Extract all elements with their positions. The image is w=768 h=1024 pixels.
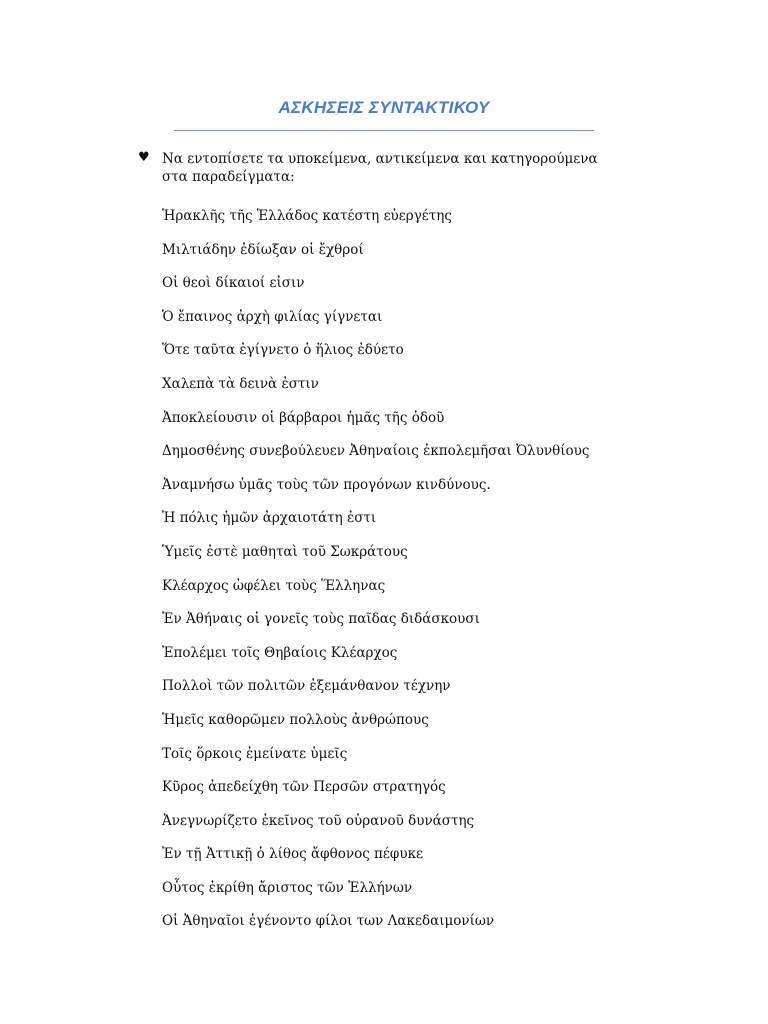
- sentence-item: Ἐν Ἀθήναις οἱ γονεῖς τοὺς παῖδας διδάσκουσι: [162, 611, 480, 628]
- sentence-item: Οἱ θεοὶ δίκαιοί εἰσιν: [162, 275, 305, 292]
- sentence-item: Μιλτιάδην ἐδίωξαν οἱ ἔχθροί: [162, 241, 364, 258]
- sentence-item: Οἱ Ἀθηναῖοι ἐγένοντο φίλοι των Λακεδαιμονίων: [162, 913, 495, 930]
- sentence-item: Δημοσθένης συνεβούλευεν Ἀθηναίοις ἐκπολεμῆσαι Ὀλυνθίους: [162, 443, 590, 460]
- sentence-item: Ἡμεῖς καθορῶμεν πολλοὺς ἀνθρώπους: [162, 711, 429, 728]
- sentence-item: Ἡ πόλις ἡμῶν ἀρχαιοτάτη ἐστι: [162, 510, 377, 527]
- sentence-item: Κλέαρχος ὠφέλει τοὺς Ἕλληνας: [162, 577, 386, 594]
- sentence-item: Οὗτος ἐκρίθη ἄριστος τῶν Ἑλλήνων: [162, 879, 413, 896]
- sentence-item: Ἀναμνήσω ὑμᾶς τοὺς τῶν προγόνων κινδύνους.: [162, 476, 491, 493]
- sentence-item: Ἡρακλῆς τῆς Ἑλλάδος κατέστη εὐεργέτης: [162, 208, 452, 224]
- sentence-item: Ὑμεῖς ἐστὲ μαθηταὶ τοῦ Σωκράτους: [162, 543, 408, 560]
- document-title: ΑΣΚΗΣΕΙΣ ΣΥΝΤΑΚΤΙΚΟΥ: [278, 98, 490, 117]
- sentence-item: Ἐν τῇ Ἀττικῇ ὁ λίθος ἄφθονος πέφυκε: [162, 846, 424, 863]
- sentence-list: [162, 206, 589, 945]
- heart-bullet-icon: ♥: [138, 150, 150, 165]
- sentence-item: Πολλοὶ τῶν πολιτῶν ἐξεμάνθανον τέχνην: [162, 678, 451, 695]
- sentence-item: Ἀνεγνωρίζετο ἐκεῖνος τοῦ οὐρανοῦ δυνάστης: [162, 812, 475, 829]
- exercise-instruction: Να εντοπίσετε τα υποκείμενα, αντικείμενα και κατηγορούμενα στα παραδείγματα:: [162, 151, 598, 185]
- sentence-item: Ἀποκλείουσιν οἱ βάρβαροι ἡμᾶς τῆς ὁδοῦ: [162, 409, 445, 426]
- sentence-item: Ὁ ἔπαινος ἀρχὴ φιλίας γίγνεται: [162, 308, 383, 325]
- sentence-item: Κῦρος ἀπεδείχθη τῶν Περσῶν στρατηγός: [162, 779, 446, 796]
- sentence-item: Ἐπολέμει τοῖς Θηβαίοις Κλέαρχος: [162, 644, 398, 661]
- sentence-item: Ὅτε ταῦτα ἐγίγνετο ὁ ἥλιος ἐδύετο: [162, 342, 404, 359]
- sentence-item: Χαλεπὰ τὰ δεινὰ ἐστιν: [162, 375, 319, 392]
- title-underline: [174, 130, 594, 131]
- sentence-item: Τοῖς ὅρκοις ἐμείνατε ὑμεῖς: [162, 745, 348, 762]
